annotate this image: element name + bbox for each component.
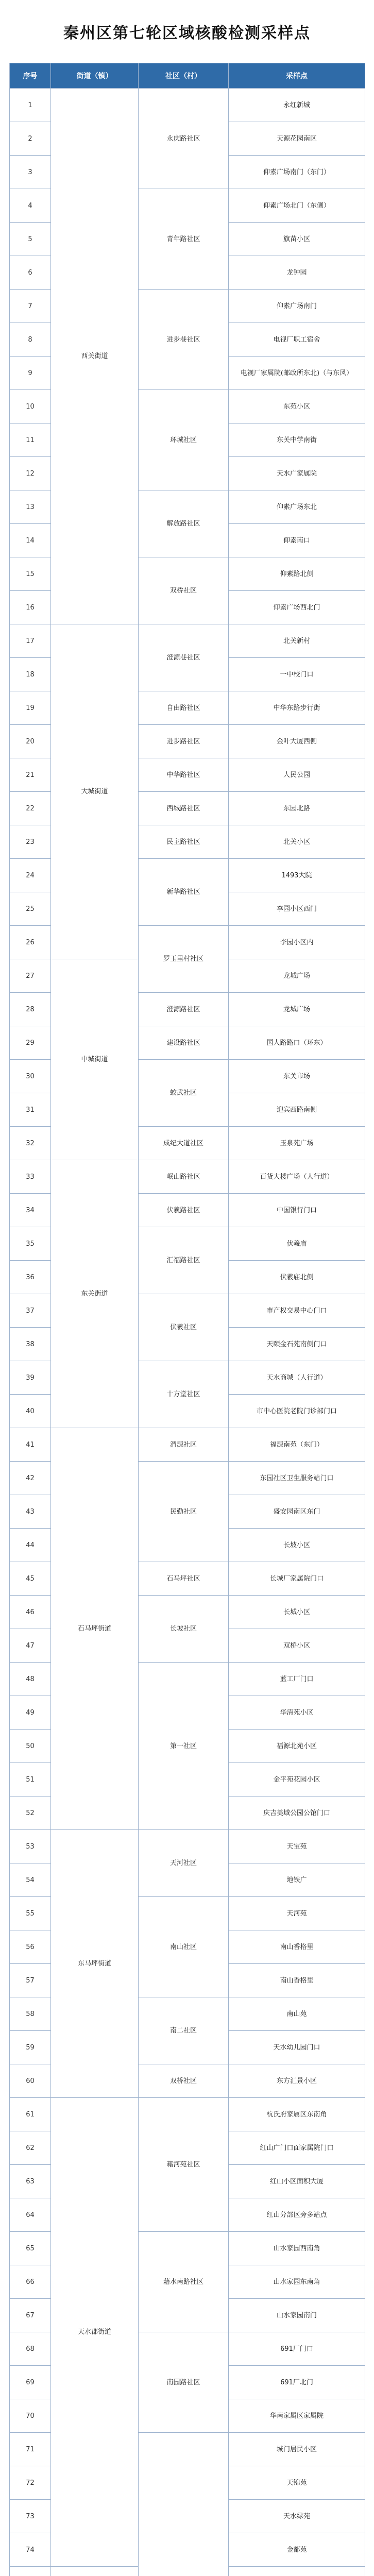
row-number: 51 (10, 1763, 51, 1797)
row-number: 10 (10, 390, 51, 423)
community-cell: 汇福路社区 (139, 1227, 229, 1294)
street-cell: 大城街道 (51, 624, 139, 959)
community-cell: 南园路社区 (139, 2332, 229, 2433)
community-cell: 澄源路社区 (139, 993, 229, 1026)
table-header-row (10, 63, 365, 89)
site-cell: 红山小区面积大厦 (229, 2165, 365, 2198)
site-cell: 市中心医院老院门诊部门口 (229, 1395, 365, 1428)
site-cell: 1493大院 (229, 859, 365, 892)
community-cell: 石马坪社区 (139, 1562, 229, 1596)
row-number: 43 (10, 1495, 51, 1529)
site-cell: 仰素广场东北 (229, 490, 365, 524)
row-number: 59 (10, 2031, 51, 2064)
row-number: 44 (10, 1529, 51, 1562)
site-cell: 山水家园西南角 (229, 2232, 365, 2265)
row-number: 25 (10, 892, 51, 926)
table-row (10, 1160, 365, 1194)
table-row (10, 2098, 365, 2131)
row-number: 5 (10, 223, 51, 256)
row-number: 3 (10, 156, 51, 189)
site-cell: 电视厂家属院(邮政所东北)（与东风） (229, 357, 365, 390)
row-number: 40 (10, 1395, 51, 1428)
site-cell: 北关小区 (229, 825, 365, 859)
row-number: 31 (10, 1093, 51, 1127)
row-number: 65 (10, 2232, 51, 2265)
community-cell: 渭源社区 (139, 1428, 229, 1462)
site-cell: 天水绿苑 (229, 2500, 365, 2533)
site-cell: 百货大楼广场（人行道） (229, 1160, 365, 1194)
site-cell: 地铁广 (229, 1863, 365, 1897)
site-cell: 国人路路口（环东） (229, 1026, 365, 1060)
row-number: 34 (10, 1194, 51, 1227)
street-cell: 中城街道 (51, 959, 139, 1160)
site-cell: 金叶大厦西侧 (229, 725, 365, 758)
row-number: 73 (10, 2500, 51, 2533)
site-cell: 仰素广场南门（东门） (229, 156, 365, 189)
site-cell: 李园小区西门 (229, 892, 365, 926)
row-number: 68 (10, 2332, 51, 2366)
table-row (10, 624, 365, 658)
site-cell: 仰素路北侧 (229, 557, 365, 591)
row-number: 21 (10, 758, 51, 792)
community-cell: 永庆路社区 (139, 89, 229, 189)
community-cell: 民勤社区 (139, 1462, 229, 1562)
community-cell (139, 2433, 229, 2576)
row-number: 7 (10, 290, 51, 323)
site-cell: 红山分部区旁多站点 (229, 2198, 365, 2232)
site-cell: 天水幼儿园门口 (229, 2031, 365, 2064)
site-cell: 蓝工厂门口 (229, 1663, 365, 1696)
row-number: 58 (10, 1997, 51, 2031)
site-cell: 南山香格里 (229, 1930, 365, 1964)
row-number: 2 (10, 122, 51, 156)
site-cell: 福源北苑小区 (229, 1730, 365, 1763)
row-number: 13 (10, 490, 51, 524)
row-number: 6 (10, 256, 51, 290)
row-number: 24 (10, 859, 51, 892)
community-cell: 自由路社区 (139, 691, 229, 725)
site-cell: 山水家园南门 (229, 2299, 365, 2332)
site-cell: 仰素南口 (229, 524, 365, 557)
row-number: 12 (10, 457, 51, 490)
site-cell: 天源花园南区 (229, 122, 365, 156)
row-number: 15 (10, 557, 51, 591)
site-cell: 李园小区内 (229, 926, 365, 959)
site-cell: 东方汇景小区 (229, 2064, 365, 2098)
row-number: 71 (10, 2433, 51, 2466)
site-cell: 旗苗小区 (229, 223, 365, 256)
community-cell: 长坡社区 (139, 1596, 229, 1663)
site-cell: 南山香格里 (229, 1964, 365, 1997)
community-cell: 中华路社区 (139, 758, 229, 792)
row-number: 49 (10, 1696, 51, 1730)
sampling-points-table (9, 63, 365, 2576)
row-number: 57 (10, 1964, 51, 1997)
site-cell: 东苑小区 (229, 390, 365, 423)
community-cell: 天河社区 (139, 1830, 229, 1897)
site-cell: 杭氏府家属区东南角 (229, 2098, 365, 2131)
site-cell: 红山广门口面家属院门口 (229, 2131, 365, 2165)
site-cell: 福源南苑（东门） (229, 1428, 365, 1462)
community-cell: 伏羲路社区 (139, 1194, 229, 1227)
community-cell: 进步巷社区 (139, 290, 229, 390)
row-number: 38 (10, 1328, 51, 1361)
site-cell: 盛安园南区东门 (229, 1495, 365, 1529)
row-number: 69 (10, 2366, 51, 2399)
community-cell: 十方堂社区 (139, 1361, 229, 1428)
row-number: 39 (10, 1361, 51, 1395)
site-cell: 金平苑花园小区 (229, 1763, 365, 1797)
community-cell: 双桥社区 (139, 2064, 229, 2098)
row-number: 64 (10, 2198, 51, 2232)
row-number: 42 (10, 1462, 51, 1495)
community-cell: 双桥社区 (139, 557, 229, 624)
site-cell: 龙钟园 (229, 256, 365, 290)
row-number: 45 (10, 1562, 51, 1596)
site-cell: 玉泉苑广场 (229, 1127, 365, 1160)
site-cell: 迎宾西路南侧 (229, 1093, 365, 1127)
community-cell: 藉河苑社区 (139, 2098, 229, 2232)
community-cell: 青年路社区 (139, 189, 229, 290)
site-cell: 南山苑 (229, 1997, 365, 2031)
row-number: 56 (10, 1930, 51, 1964)
row-number: 17 (10, 624, 51, 658)
site-cell: 天锦苑 (229, 2466, 365, 2500)
community-cell: 伏羲社区 (139, 1294, 229, 1361)
row-number: 32 (10, 1127, 51, 1160)
row-number: 23 (10, 825, 51, 859)
community-cell: 环城社区 (139, 390, 229, 490)
row-number: 72 (10, 2466, 51, 2500)
site-cell: 仰素广场北门（东侧） (229, 189, 365, 223)
row-number: 50 (10, 1730, 51, 1763)
site-cell: 长城厂家属院门口 (229, 1562, 365, 1596)
row-number: 22 (10, 792, 51, 825)
site-cell: 天颐金石苑南侧门口 (229, 1328, 365, 1361)
site-cell: 人民公园 (229, 758, 365, 792)
community-cell: 第一社区 (139, 1663, 229, 1830)
site-cell: 天宝苑 (229, 1830, 365, 1863)
community-cell: 进步路社区 (139, 725, 229, 758)
site-cell: 长城小区 (229, 1596, 365, 1629)
row-number: 18 (10, 658, 51, 691)
header-no: 序号 (10, 63, 51, 89)
row-number: 61 (10, 2098, 51, 2131)
site-cell: 天河苑 (229, 1897, 365, 1930)
row-number: 28 (10, 993, 51, 1026)
row-number: 8 (10, 323, 51, 357)
header-site: 采样点 (229, 63, 365, 89)
community-cell: 蛟武社区 (139, 1060, 229, 1127)
row-number: 29 (10, 1026, 51, 1060)
street-cell: 西关街道 (51, 89, 139, 624)
site-cell: 东关市场 (229, 1060, 365, 1093)
row-number: 46 (10, 1596, 51, 1629)
street-cell: 东关街道 (51, 1160, 139, 1428)
row-number: 27 (10, 959, 51, 993)
community-cell: 藉水南路社区 (139, 2232, 229, 2332)
community-cell: 解放路社区 (139, 490, 229, 557)
table-body (10, 89, 365, 2576)
site-cell: 691厂门口 (229, 2332, 365, 2366)
site-cell: 龙城广场 (229, 993, 365, 1026)
row-number: 60 (10, 2064, 51, 2098)
page-title: 秦州区第七轮区域核酸检测采样点 (63, 24, 311, 42)
community-cell: 西城路社区 (139, 792, 229, 825)
row-number: 9 (10, 357, 51, 390)
community-cell: 成纪大道社区 (139, 1127, 229, 1160)
row-number: 47 (10, 1629, 51, 1663)
row-number: 55 (10, 1897, 51, 1930)
site-cell: 中华东路步行街 (229, 691, 365, 725)
community-cell: 澄源巷社区 (139, 624, 229, 691)
header-community: 社区（村） (139, 63, 229, 89)
site-cell: 691厂北门 (229, 2366, 365, 2399)
site-cell: 市产权交易中心门口 (229, 1294, 365, 1328)
community-cell: 南二社区 (139, 1997, 229, 2064)
street-cell: 东马坪街道 (51, 1830, 139, 2098)
street-cell: 天水郡街道 (51, 2098, 139, 2567)
row-number: 33 (10, 1160, 51, 1194)
row-number: 70 (10, 2399, 51, 2433)
site-cell: 长坡小区 (229, 1529, 365, 1562)
site-cell: 城门居民小区 (229, 2433, 365, 2466)
site-cell: 华南家属区家属院 (229, 2399, 365, 2433)
row-number: 1 (10, 89, 51, 122)
street-cell (51, 2567, 139, 2576)
site-cell: 东园北路 (229, 792, 365, 825)
community-cell: 民主路社区 (139, 825, 229, 859)
row-number: 62 (10, 2131, 51, 2165)
site-cell: 伏羲庙 (229, 1227, 365, 1261)
row-number: 14 (10, 524, 51, 557)
row-number: 48 (10, 1663, 51, 1696)
table-row (10, 89, 365, 122)
site-cell: 北关新村 (229, 624, 365, 658)
row-number: 30 (10, 1060, 51, 1093)
site-cell: 山水家园东南角 (229, 2265, 365, 2299)
row-number: 19 (10, 691, 51, 725)
site-cell: 永红新城 (229, 89, 365, 122)
row-number: 20 (10, 725, 51, 758)
site-cell: 一中校门口 (229, 658, 365, 691)
site-cell: 华清苑小区 (229, 1696, 365, 1730)
row-number: 35 (10, 1227, 51, 1261)
community-cell: 新华路社区 (139, 859, 229, 926)
site-cell (229, 2567, 365, 2576)
site-cell: 庆吉美域公园公馆门口 (229, 1797, 365, 1830)
row-number: 67 (10, 2299, 51, 2332)
row-number: 26 (10, 926, 51, 959)
header-street: 街道（镇） (51, 63, 139, 89)
row-number: 74 (10, 2533, 51, 2567)
site-cell: 仰素广场南门 (229, 290, 365, 323)
row-number: 11 (10, 423, 51, 457)
row-number: 36 (10, 1261, 51, 1294)
site-cell: 龙城广场 (229, 959, 365, 993)
site-cell: 天水商城（人行道） (229, 1361, 365, 1395)
site-cell: 天水广家属院 (229, 457, 365, 490)
table-row (10, 1830, 365, 1863)
row-number (10, 2567, 51, 2576)
site-cell: 电视厂职工宿舍 (229, 323, 365, 357)
row-number: 37 (10, 1294, 51, 1328)
row-number: 66 (10, 2265, 51, 2299)
row-number: 4 (10, 189, 51, 223)
site-cell: 中国银行门口 (229, 1194, 365, 1227)
row-number: 16 (10, 591, 51, 624)
row-number: 53 (10, 1830, 51, 1863)
community-cell: 建设路社区 (139, 1026, 229, 1060)
community-cell: 罗玉里村社区 (139, 926, 229, 993)
table-row (10, 1428, 365, 1462)
row-number: 63 (10, 2165, 51, 2198)
community-cell: 南山社区 (139, 1897, 229, 1997)
site-cell: 双桥小区 (229, 1629, 365, 1663)
site-cell: 仰素广场西北门 (229, 591, 365, 624)
row-number: 52 (10, 1797, 51, 1830)
row-number: 41 (10, 1428, 51, 1462)
row-number: 54 (10, 1863, 51, 1897)
street-cell: 石马坪街道 (51, 1428, 139, 1830)
site-cell: 金都苑 (229, 2533, 365, 2567)
site-cell: 东园社区卫生服务站门口 (229, 1462, 365, 1495)
site-cell: 伏羲庙北侧 (229, 1261, 365, 1294)
site-cell: 东关中学南街 (229, 423, 365, 457)
community-cell: 岷山路社区 (139, 1160, 229, 1194)
